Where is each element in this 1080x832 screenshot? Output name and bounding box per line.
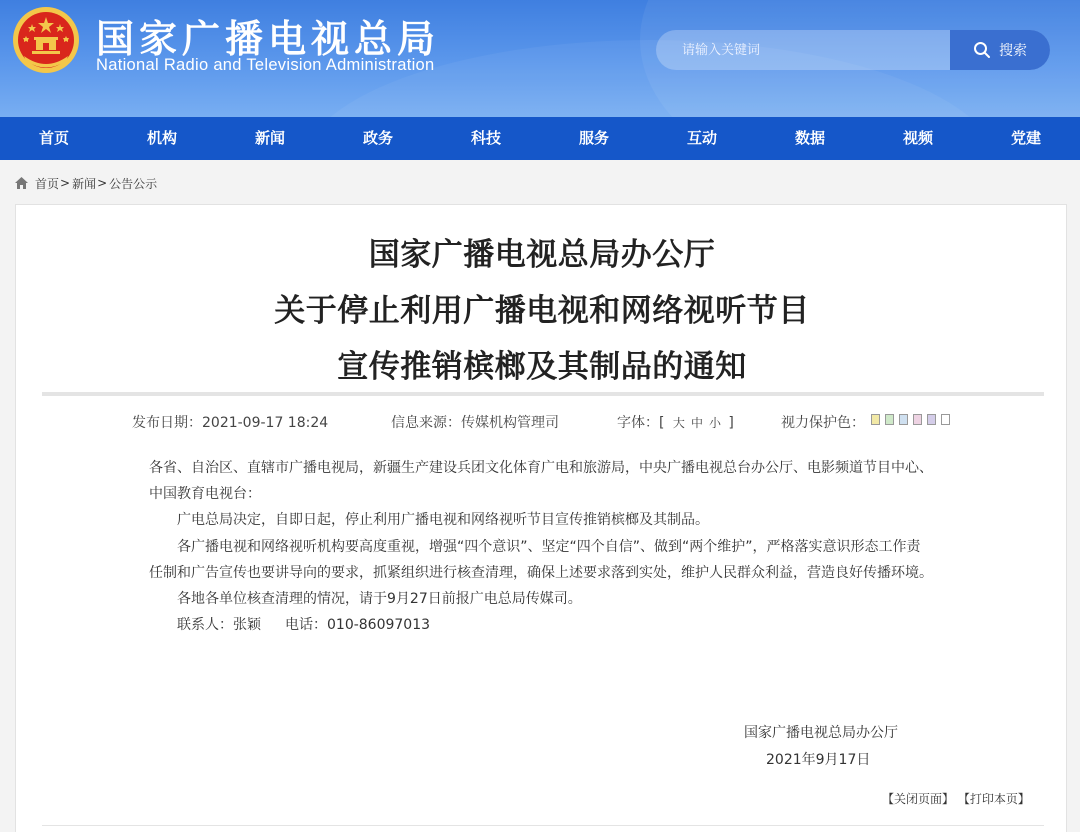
eye-color-swatch-pink[interactable] — [913, 414, 922, 425]
font-size-bracket: ] — [728, 415, 735, 431]
search-input[interactable] — [656, 30, 950, 70]
article-card — [15, 204, 1067, 832]
article-title-line: 关于停止利用广播电视和网络视听节目 — [274, 293, 810, 329]
nav-item-services[interactable]: 服务 — [578, 129, 609, 147]
nav-item-home[interactable]: 首页 — [38, 129, 69, 147]
font-size-large-button[interactable]: 大 — [672, 416, 685, 430]
font-size-medium-button[interactable]: 中 — [690, 416, 703, 430]
font-size-label: 字体： — [617, 415, 659, 431]
eye-protection-label: 视力保护色： — [781, 415, 865, 431]
info-source-value: 传媒机构管理司 — [461, 415, 559, 431]
contact-line — [149, 612, 934, 638]
nav-item-organization[interactable]: 机构 — [146, 129, 177, 147]
page-actions — [882, 790, 1030, 807]
contact-phone-label: 电话： — [285, 617, 327, 634]
contact-person-label: 联系人： — [177, 617, 233, 634]
print-page-link[interactable]: 【打印本页】 — [957, 792, 1030, 806]
article-title-line: 宣传推销槟榔及其制品的通知 — [337, 349, 747, 385]
close-page-link[interactable]: 【关闭页面】 — [882, 792, 955, 806]
signature-org: 国家广播电视总局办公厅 — [744, 725, 898, 741]
eye-color-swatch-blue[interactable] — [899, 414, 908, 425]
breadcrumb-separator: > — [97, 176, 108, 190]
info-source — [391, 412, 559, 432]
nav-item-interaction[interactable]: 互动 — [686, 129, 717, 147]
site-header — [0, 0, 1080, 117]
search-icon — [973, 41, 991, 59]
article-paragraph: 广电总局决定，自即日起，停止利用广播电视和网络视听节目宣传推销槟榔及其制品。 — [177, 512, 709, 529]
signature-date: 2021年9月17日 — [766, 752, 871, 768]
eye-color-swatch-green[interactable] — [885, 414, 894, 425]
search-button-label: 搜索 — [999, 43, 1027, 59]
nav-item-technology[interactable]: 科技 — [470, 129, 501, 147]
nav-item-data[interactable]: 数据 — [794, 129, 825, 147]
title-divider — [42, 392, 1044, 396]
eye-color-swatch-white[interactable] — [941, 414, 950, 425]
eye-protection-swatches — [871, 414, 950, 425]
bottom-divider — [42, 825, 1044, 826]
site-subtitle: National Radio and Television Administration — [96, 56, 435, 74]
article-paragraph: 各省、自治区、直辖市广播电视局，新疆生产建设兵团文化体育广电和旅游局，中央广播电视总台办公厅、电影频道节目中心、中国教育电视台： — [149, 460, 933, 503]
nav-item-video[interactable]: 视频 — [902, 129, 933, 147]
font-size-control — [617, 412, 735, 432]
search-button[interactable] — [950, 30, 1050, 70]
eye-color-swatch-purple[interactable] — [927, 414, 936, 425]
article-title-line: 国家广播电视总局办公厅 — [368, 237, 716, 273]
search-box — [656, 30, 1050, 70]
main-nav — [0, 117, 1080, 160]
contact-person: 张颖 — [233, 617, 261, 634]
nav-item-party-building[interactable]: 党建 — [1010, 129, 1041, 147]
national-emblem-icon[interactable] — [12, 6, 80, 74]
publish-date-value: 2021-09-17 18:24 — [202, 415, 329, 431]
article-body — [149, 455, 934, 638]
breadcrumb-news[interactable]: 新闻 — [72, 176, 97, 191]
nav-item-news[interactable]: 新闻 — [254, 129, 285, 147]
breadcrumb-home[interactable]: 首页 — [35, 176, 60, 191]
contact-phone: 010-86097013 — [327, 617, 431, 634]
info-source-label: 信息来源： — [391, 415, 461, 431]
nav-item-government-affairs[interactable]: 政务 — [362, 129, 393, 147]
breadcrumb-separator: > — [60, 176, 71, 190]
breadcrumb — [14, 175, 157, 191]
home-icon — [14, 176, 29, 190]
site-title: 国家广播电视总局 — [96, 17, 441, 61]
article-title — [16, 227, 1068, 395]
publish-date-label: 发布日期： — [132, 415, 202, 431]
eye-color-swatch-yellow[interactable] — [871, 414, 880, 425]
publish-date — [132, 412, 328, 432]
font-size-bracket: [ — [659, 415, 666, 431]
breadcrumb-announcements[interactable]: 公告公示 — [109, 176, 158, 191]
article-paragraph: 各广播电视和网络视听机构要高度重视，增强“四个意识”、坚定“四个自信”、做到“两个维护”，严格落实意识形态工作责任制和广告宣传也要讲导向的要求，抓紧组织进行核查清理，确保上述要求落到实处，维护人民群众利益，营造良好传播环境。 — [149, 538, 933, 581]
font-size-small-button[interactable]: 小 — [708, 416, 721, 430]
article-paragraph: 各地各单位核查清理的情况，请于9月27日前报广电总局传媒司。 — [177, 591, 582, 608]
